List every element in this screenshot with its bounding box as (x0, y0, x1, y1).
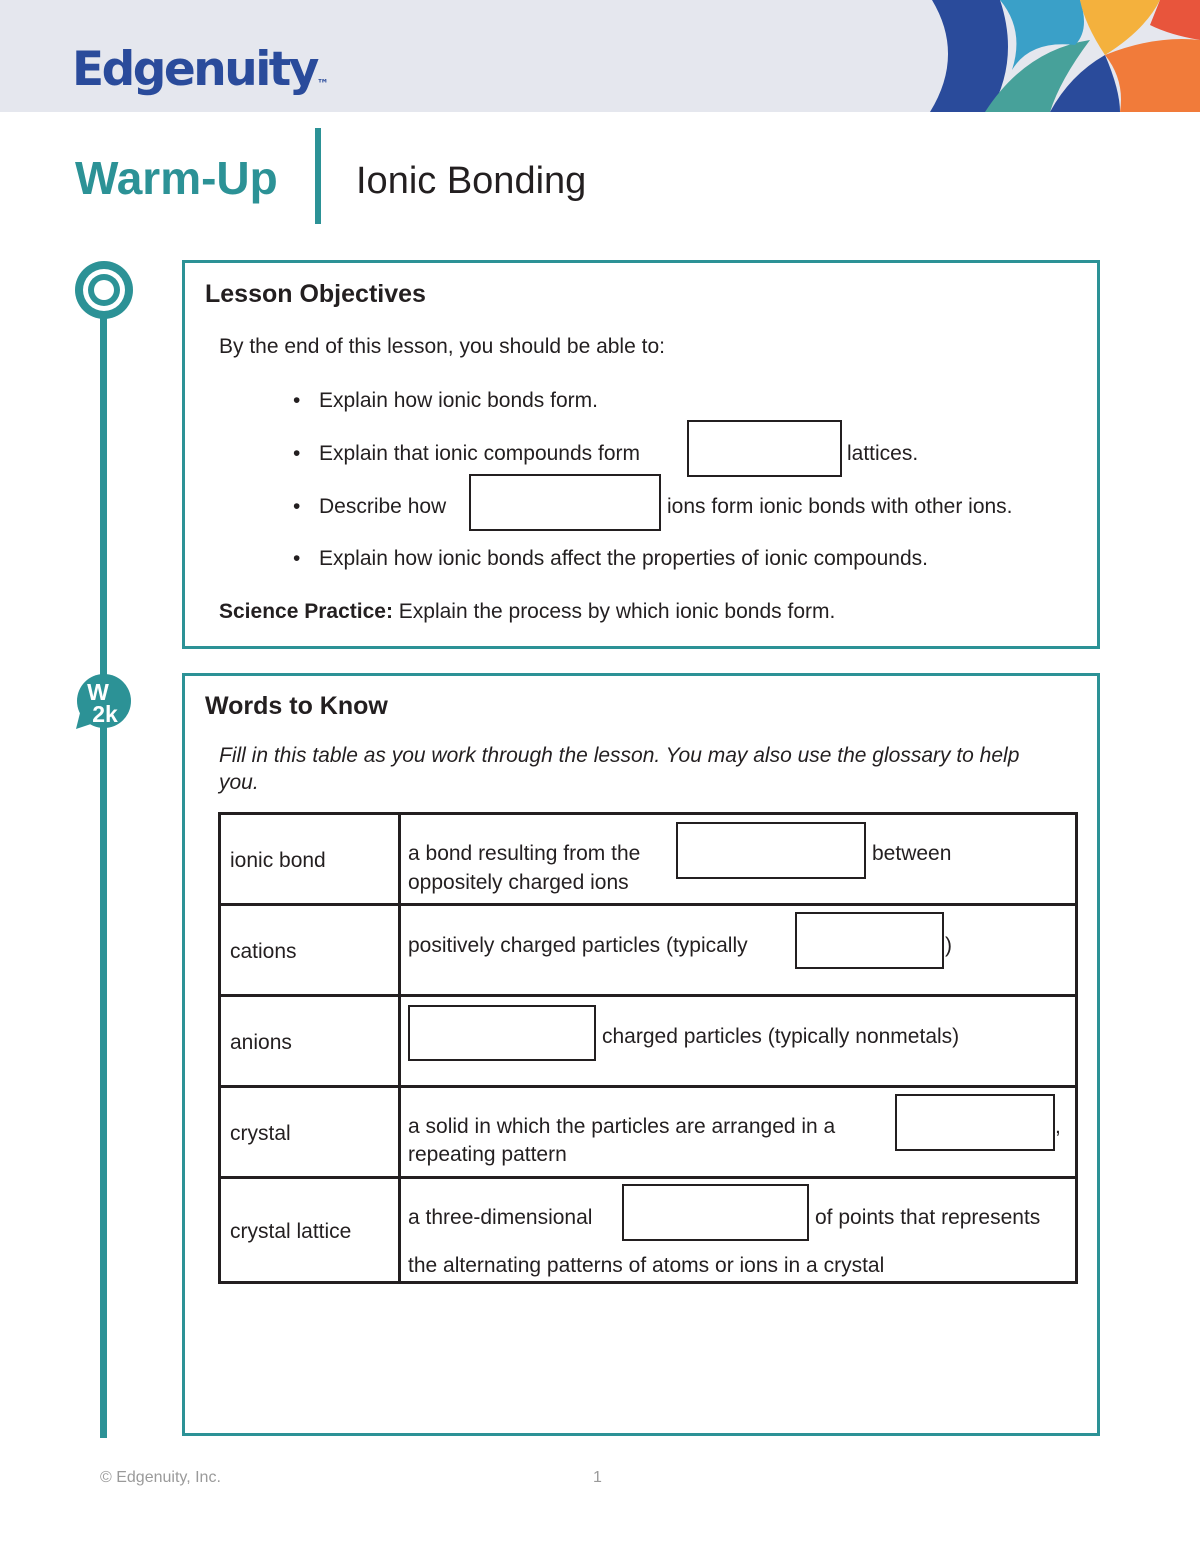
table-divider (221, 994, 1075, 997)
footer-copyright: © Edgenuity, Inc. (100, 1469, 221, 1486)
table-blank-5[interactable] (622, 1184, 809, 1241)
science-practice: Science Practice: Explain the process by which ionic bonds form. (219, 600, 836, 623)
title-divider (315, 128, 321, 224)
table-divider (398, 815, 401, 1281)
table-term: ionic bond (230, 849, 326, 872)
words-instructions: Fill in this table as you work through the lesson. You may also use the glossary to help you. (219, 744, 1020, 794)
words-heading: Words to Know (205, 692, 388, 720)
objective-blank-2[interactable] (469, 474, 661, 531)
table-definition: ) (945, 934, 952, 957)
table-definition: charged particles (typically nonmetals) (602, 1025, 960, 1048)
table-definition: repeating pattern (408, 1143, 567, 1166)
table-definition: , (1055, 1115, 1061, 1138)
table-blank-1[interactable] (676, 822, 866, 879)
section-label: Warm-Up (75, 152, 278, 204)
edgenuity-logo: Edgenuity™ (72, 42, 329, 97)
table-definition: a bond resulting from the (408, 842, 641, 865)
vocab-table (218, 812, 1078, 1284)
table-term: crystal (230, 1122, 291, 1145)
objective-text: lattices. (847, 442, 919, 465)
decorative-shapes (930, 0, 1200, 112)
table-definition: a solid in which the particles are arranged in a (408, 1115, 836, 1138)
timeline-line (100, 300, 107, 1438)
lesson-title: Ionic Bonding (356, 160, 587, 202)
table-definition: of points that represents (815, 1206, 1041, 1229)
table-definition: oppositely charged ions (408, 871, 629, 894)
table-term: cations (230, 940, 297, 963)
table-definition: a three-dimensional (408, 1206, 593, 1229)
objectives-box: Lesson Objectives By the end of this lesson, you should be able to: • Explain how ionic bonds form. • Explain that ionic compounds form lattices. • Describe how ions form ionic bonds with other ions. • Explain how ionic bonds affect the properties of ionic compounds. Science Practice: Explain the process by which ionic bonds form. (182, 260, 1100, 649)
page-number: 1 (593, 1469, 602, 1486)
target-icon (73, 259, 135, 321)
objective-text: ions form ionic bonds with other ions. (667, 495, 1013, 518)
objective-blank-1[interactable] (687, 420, 842, 477)
objectives-heading: Lesson Objectives (205, 280, 426, 308)
table-divider (221, 1085, 1075, 1088)
table-definition: positively charged particles (typically (408, 934, 748, 957)
table-definition: between (872, 842, 952, 865)
table-blank-3[interactable] (408, 1005, 596, 1061)
table-blank-4[interactable] (895, 1094, 1055, 1151)
svg-text:W: W (87, 679, 109, 705)
table-term: anions (230, 1031, 292, 1054)
objectives-intro: By the end of this lesson, you should be able to: (219, 335, 665, 358)
table-divider (221, 903, 1075, 906)
svg-text:2k: 2k (92, 701, 118, 727)
header-band (0, 0, 1200, 112)
table-divider (221, 1176, 1075, 1179)
table-blank-2[interactable] (795, 912, 944, 969)
table-definition: the alternating patterns of atoms or ions in a crystal (408, 1254, 885, 1277)
w2k-icon (74, 673, 134, 733)
table-term: crystal lattice (230, 1220, 352, 1243)
